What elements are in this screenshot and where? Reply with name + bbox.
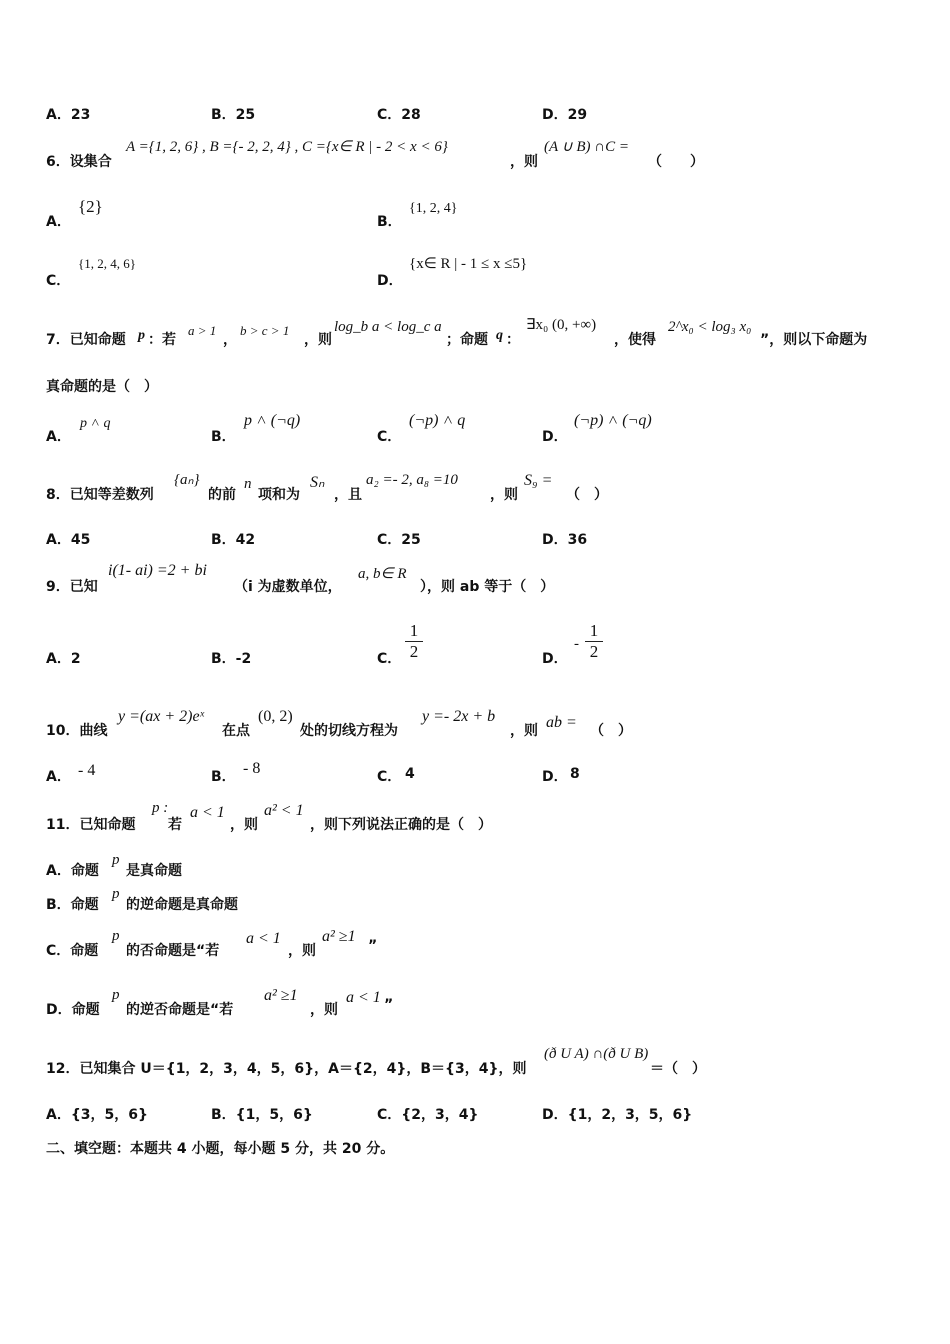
math-2: a² ≥1	[322, 928, 356, 945]
question-number: 7．已知命题	[46, 332, 126, 348]
option-label: B．命题	[46, 897, 99, 913]
question-9	[0, 562, 950, 602]
q11-option-d	[0, 985, 950, 1025]
math-1: a² ≥1	[264, 987, 298, 1004]
option-c-math: {1, 2, 4, 6}	[78, 256, 136, 271]
option-b-math: p ˄ (¬q)	[244, 412, 301, 429]
option-a-label: A．	[46, 429, 71, 445]
option-b: B．-2	[211, 651, 252, 667]
text: ，则	[310, 1002, 338, 1018]
text: ，则	[230, 817, 258, 833]
option-label: D．命题	[46, 1002, 100, 1018]
curve: y =(ax + 2)eˣ	[118, 708, 205, 725]
question-6	[0, 135, 950, 175]
option-d-label: D．	[542, 429, 568, 445]
math-1: a < 1	[246, 930, 281, 947]
option-d-label: D．	[377, 273, 403, 289]
option-a-label: A．	[46, 214, 71, 230]
option-d-label: D．	[542, 651, 568, 667]
option-c-label: C．	[377, 651, 402, 667]
text: ：若	[148, 332, 176, 348]
text: 若	[168, 817, 182, 833]
text: 真命题的是（ ）	[46, 379, 158, 395]
option-b: B．42	[211, 532, 256, 548]
option-c: C．{2，3，4}	[377, 1107, 479, 1123]
q6-options-row2	[0, 254, 950, 294]
option-b-label: B．	[211, 769, 236, 785]
section-title: 二、填空题：本题共 4 小题，每小题 5 分，共 20 分。	[46, 1141, 395, 1157]
question-7	[0, 315, 950, 355]
p-var: p	[112, 987, 120, 1003]
question-number: 11．已知命题	[46, 817, 136, 833]
answer-blank: （ ）	[648, 154, 704, 170]
cond-4: 2^x₀ < log₃ x₀	[668, 319, 752, 335]
complement-expr: (ð U A) ∩(ð U B)	[544, 1046, 649, 1062]
fraction-neg-half	[585, 622, 603, 661]
math-2: a < 1	[346, 989, 381, 1006]
text: ），则 ab 等于（ ）	[420, 579, 555, 595]
tangent-line: y =- 2x + b	[422, 708, 496, 725]
option-text: 的逆否命题是“若	[126, 1002, 234, 1018]
section-2-heading	[0, 1134, 950, 1174]
question-10	[0, 706, 950, 746]
p-var: p	[138, 328, 145, 343]
q9-options	[0, 618, 950, 670]
expression: (A ∪ B) ∩C =	[544, 139, 629, 155]
option-c: C．25	[377, 532, 421, 548]
sequence: {aₙ}	[174, 472, 200, 488]
option-d: D．29	[542, 107, 588, 123]
cond-2: a² < 1	[264, 802, 304, 819]
q10-options	[0, 760, 950, 800]
option-c-label: C．	[46, 273, 71, 289]
cond-2: b > c > 1	[240, 323, 290, 338]
text: ”，则以下命题为	[760, 332, 868, 348]
option-c-label: C．	[377, 769, 402, 785]
option-c: C．28	[377, 107, 421, 123]
answer-blank: （ ）	[566, 487, 608, 503]
n-var: n	[244, 476, 252, 492]
text: 的前	[208, 487, 236, 503]
option-d-math: {x∈ R | - 1 ≤ x ≤5}	[409, 256, 528, 272]
answer-blank: （ ）	[590, 723, 632, 739]
question-11	[0, 800, 950, 840]
option-a-math: p ˄ q	[80, 416, 111, 431]
option-label: A．命题	[46, 863, 99, 879]
text: ”	[368, 938, 378, 954]
option-b-val: - 8	[243, 760, 261, 777]
set-definition: A ={1, 2, 6} , B ={- 2, 2, 4} , C ={x∈ R | - 2 < x < 6}	[126, 139, 448, 155]
text: ，	[223, 332, 237, 348]
sum-var: Sₙ	[310, 474, 325, 491]
p-var: p :	[152, 800, 169, 816]
option-b: B．{1，5，6}	[211, 1107, 313, 1123]
q11-option-b	[0, 882, 950, 922]
option-text: 的逆命题是真命题	[126, 897, 238, 913]
option-a: A．45	[46, 532, 91, 548]
p-var: p	[112, 928, 120, 944]
text: 项和为	[258, 487, 300, 503]
option-a-val: - 4	[78, 762, 96, 779]
option-a-math: {2}	[78, 197, 103, 216]
text: 在点	[222, 723, 250, 739]
cond-1: a < 1	[190, 804, 225, 821]
question-text: 12．已知集合 U＝{1，2，3，4，5，6}，A＝{2，4}，B＝{3，4}，则	[46, 1061, 527, 1077]
denominator: 2	[409, 642, 419, 661]
s9-expr: S₉ =	[524, 472, 553, 489]
question-number: 10．曲线	[46, 723, 108, 739]
question-number: 6．设集合	[46, 154, 112, 170]
denominator: 2	[589, 642, 599, 661]
text: ：	[506, 332, 520, 348]
text: ，使得	[614, 332, 656, 348]
text: ，则下列说法正确的是（ ）	[310, 817, 492, 833]
equation: i(1- ai) =2 + bi	[108, 562, 207, 579]
option-b: B．25	[211, 107, 256, 123]
option-text: 的否命题是“若	[126, 943, 220, 959]
exists-clause: ∃x₀ (0, +∞)	[526, 317, 597, 333]
option-a: A．23	[46, 107, 91, 123]
question-number: 9．已知	[46, 579, 98, 595]
option-label: C．命题	[46, 943, 99, 959]
option-b-label: B．	[377, 214, 402, 230]
text: ；命题	[446, 332, 488, 348]
cond-3: log_b a < log_c a	[334, 319, 442, 335]
q6-options-row1	[0, 195, 950, 235]
answer-blank: ＝（ ）	[650, 1061, 706, 1077]
option-a: A．{3，5，6}	[46, 1107, 148, 1123]
p-var: p	[112, 852, 120, 868]
q5-options	[0, 100, 950, 140]
option-a-label: A．	[46, 769, 71, 785]
text: ，且	[334, 487, 362, 503]
option-d: D．36	[542, 532, 588, 548]
question-8	[0, 470, 950, 510]
numerator: 1	[589, 621, 599, 640]
p-var: p	[112, 886, 120, 902]
condition: a, b∈ R	[358, 566, 407, 582]
text: ”	[384, 997, 394, 1013]
text: 处的切线方程为	[300, 723, 398, 739]
point: (0, 2)	[258, 708, 293, 725]
text: ，则	[288, 943, 316, 959]
question-12	[0, 1044, 950, 1084]
option-c-label: C．	[377, 429, 402, 445]
option-d-math: (¬p) ˄ (¬q)	[574, 412, 652, 429]
numerator: 1	[409, 621, 419, 640]
option-b-label: B．	[211, 429, 236, 445]
question-number: 8．已知等差数列	[46, 487, 154, 503]
cond-1: a > 1	[188, 323, 217, 338]
fraction-one-half	[405, 622, 423, 661]
option-b-math: {1, 2, 4}	[409, 201, 458, 216]
option-d: D．{1，2，3，5，6}	[542, 1107, 693, 1123]
text: ，则	[510, 723, 538, 739]
option-d-val: 8	[570, 766, 580, 782]
q7-options	[0, 410, 950, 450]
option-a: A．2	[46, 651, 81, 667]
option-d-label: D．	[542, 769, 568, 785]
option-text: 是真命题	[126, 863, 182, 879]
condition: a₂ =- 2, a₈ =10	[366, 472, 458, 488]
text: ，则	[304, 332, 332, 348]
q-var: q	[496, 328, 503, 343]
q8-options	[0, 525, 950, 565]
ab-expr: ab =	[546, 714, 577, 731]
question-7-line2	[0, 372, 950, 412]
connector: ，则	[510, 154, 538, 170]
text: ，则	[490, 487, 518, 503]
text: （i 为虚数单位，	[234, 579, 342, 595]
q11-option-c	[0, 926, 950, 966]
option-c-math: (¬p) ˄ q	[409, 412, 466, 429]
minus-sign: -	[574, 636, 579, 652]
option-c-val: 4	[405, 766, 415, 782]
